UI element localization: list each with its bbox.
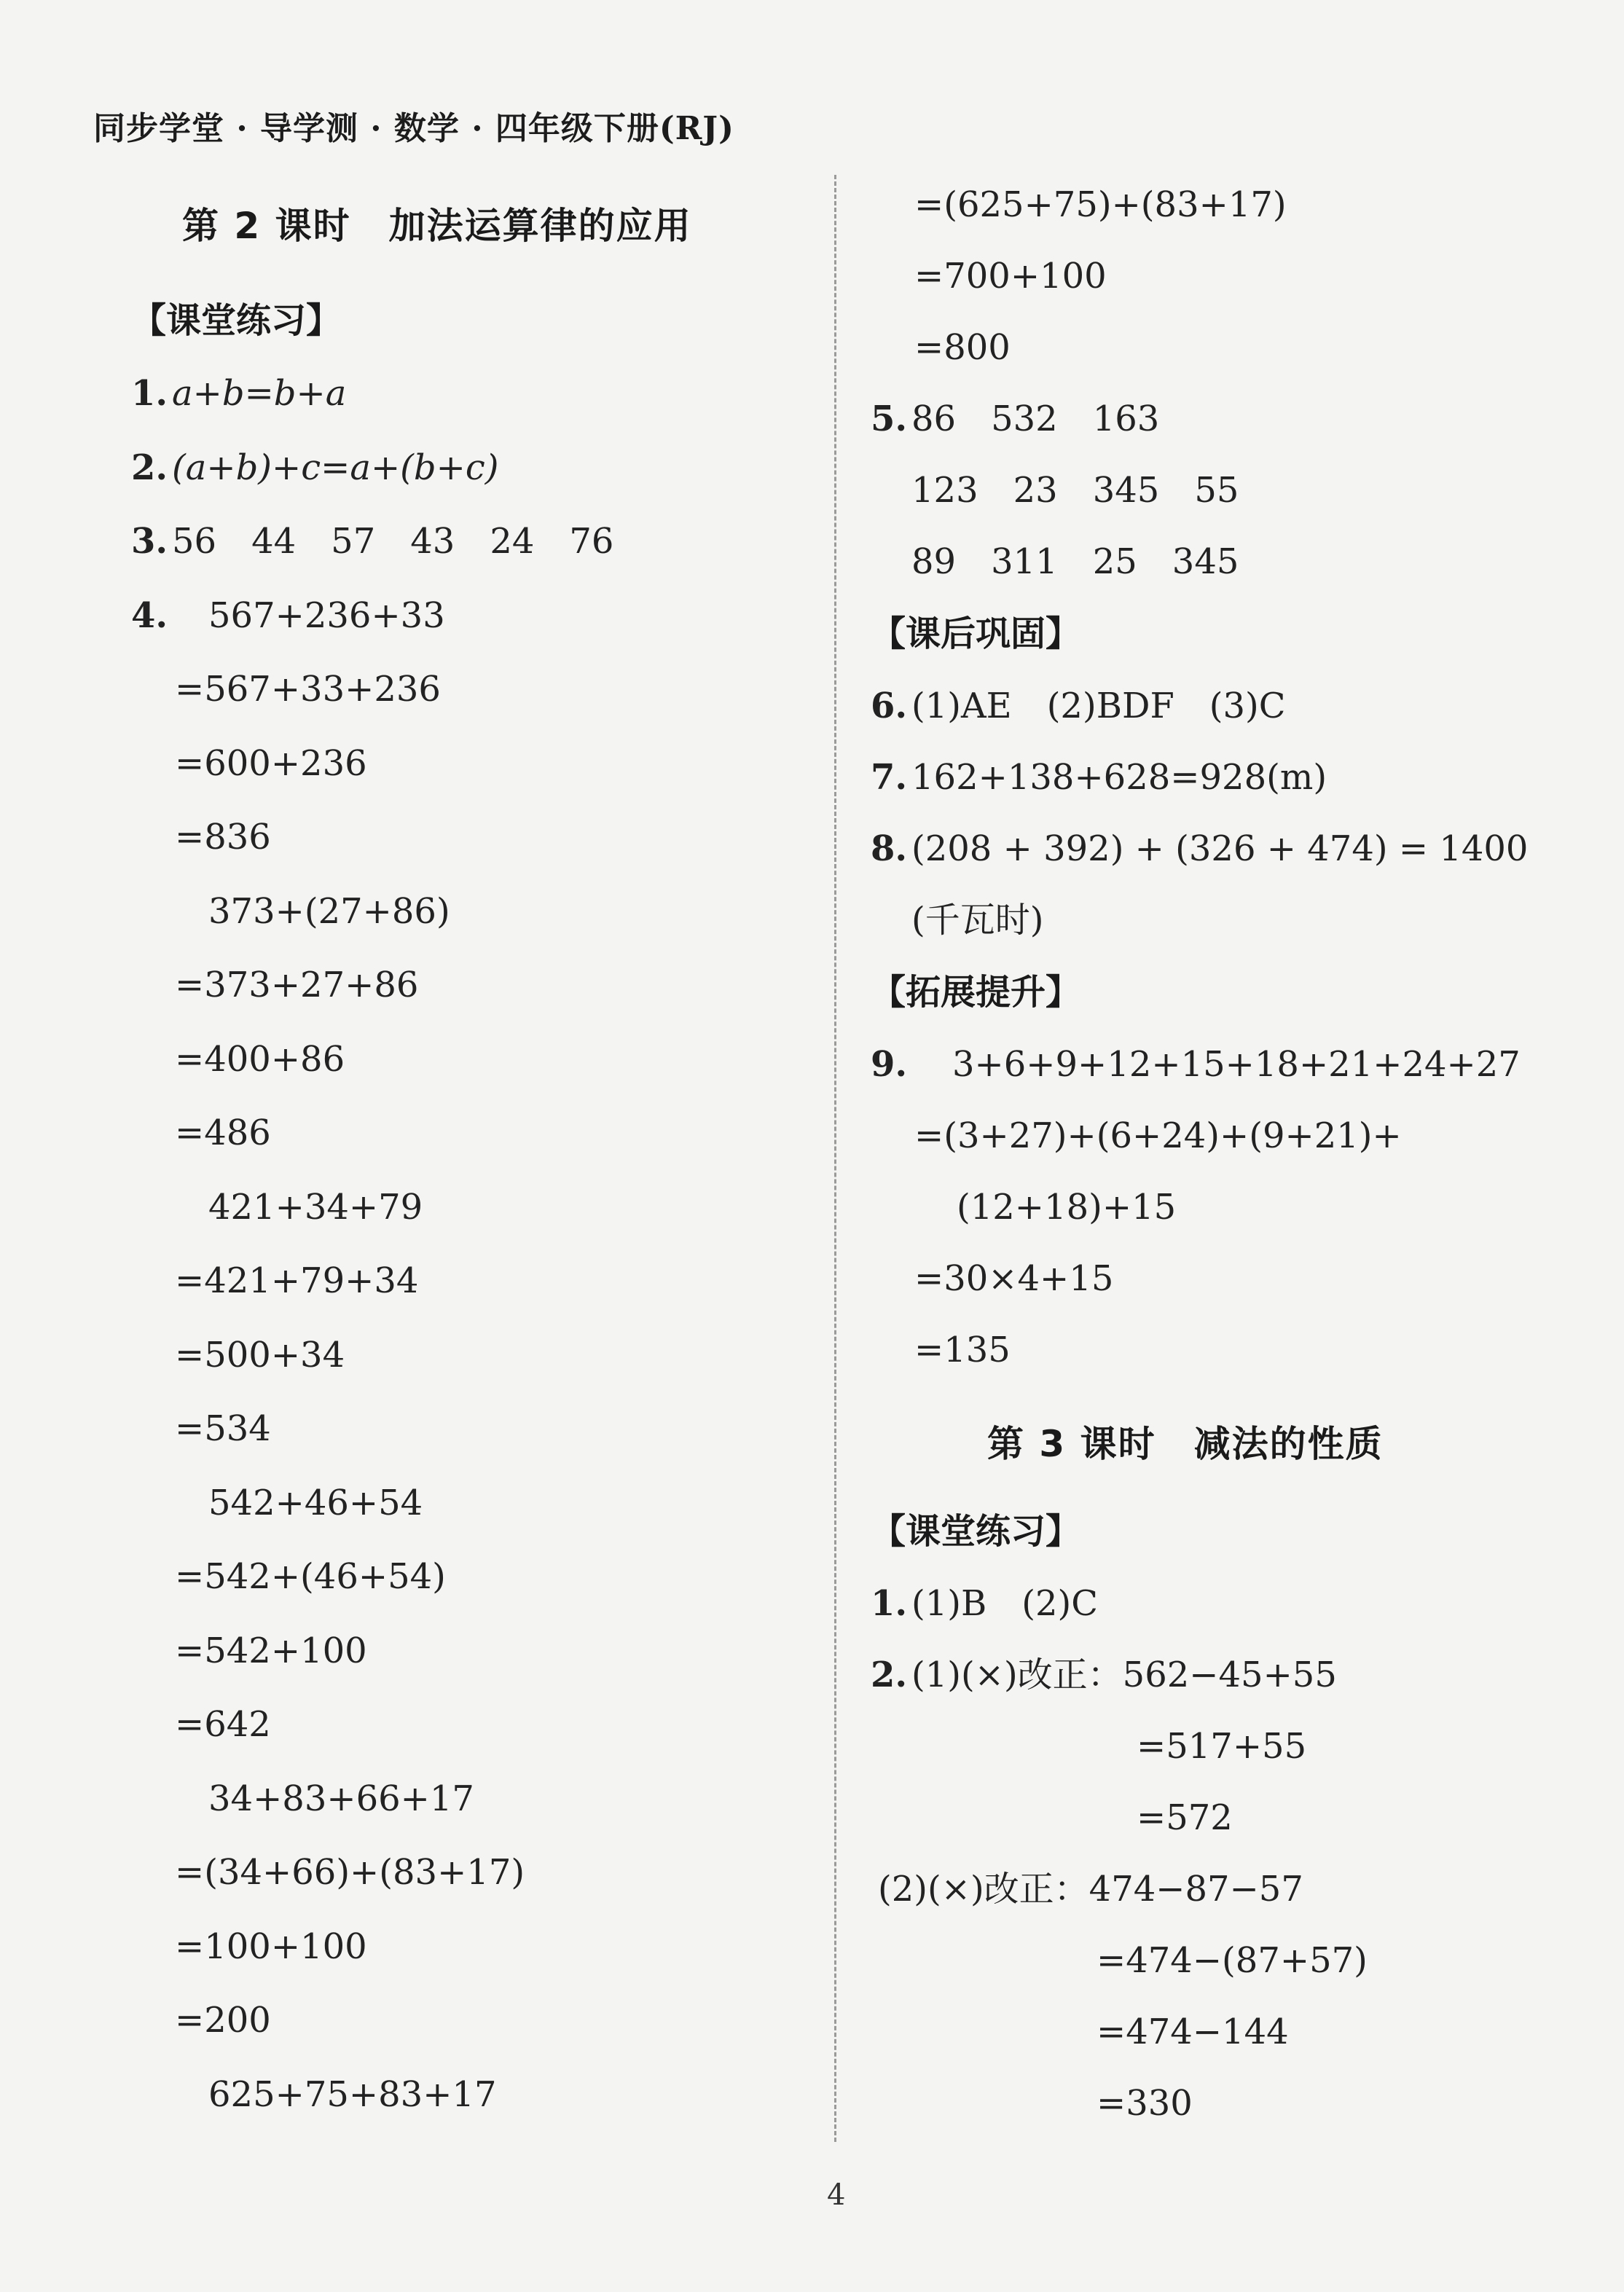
left-column: [131, 197, 801, 2132]
answer-2: [131, 431, 801, 506]
answer-text: (1)AE (2)BDF (3)C: [911, 686, 1286, 726]
answer-3: [131, 505, 801, 579]
column-divider: [834, 175, 836, 2142]
answer-text: 123 23 345 55: [911, 470, 1239, 511]
calc-line: 3+6+9+12+15+18+21+24+27: [952, 1044, 1521, 1085]
answer-text: (208 + 392) + (326 + 474) = 1400: [911, 828, 1529, 869]
question-number: 5.: [871, 399, 908, 439]
calc-line: =542+100: [175, 1630, 367, 1671]
answer-text: 89 311 25 345: [911, 541, 1239, 582]
calc-line: =534: [175, 1408, 271, 1449]
calc-line: =373+27+86: [175, 965, 419, 1005]
section-classroom-practice: 【课堂练习】: [131, 300, 342, 341]
answer-text: (a+b)+c=a+(b+c): [172, 447, 499, 488]
answer-text: 162+138+628=928(m): [911, 757, 1327, 798]
section-after-class: 【课后巩固】: [871, 613, 1081, 654]
answer-6: [871, 670, 1570, 742]
calc-line: =30×4+15: [914, 1258, 1114, 1299]
calc-line: =100+100: [175, 1926, 367, 1967]
calc-line: =400+86: [175, 1038, 345, 1080]
l3-answer-2: [871, 1639, 1570, 1711]
calc-line: =(3+27)+(6+24)+(9+21)+: [914, 1115, 1402, 1156]
answer-unit: (千瓦时): [911, 900, 1044, 941]
calc-line: =567+33+236: [175, 669, 441, 710]
calc-line: =330: [1097, 2083, 1193, 2124]
answer-5: [871, 383, 1570, 455]
lesson-2-title: 第 2 课时 加法运算律的应用: [182, 205, 692, 247]
calc-line: 567+236+33: [208, 594, 445, 636]
calc-line: =500+34: [175, 1334, 345, 1375]
calc-line: 625+75+83+17: [208, 2073, 497, 2115]
calc-line: =600+236: [175, 742, 367, 784]
calc-line: =(625+75)+(83+17): [914, 184, 1287, 225]
answer-8: [871, 813, 1570, 884]
calc-line: =800: [914, 327, 1011, 368]
answer-7: [871, 742, 1570, 813]
calc-line: =542+(46+54): [175, 1556, 446, 1597]
calc-line: 421+34+79: [208, 1186, 423, 1228]
answer-text: 86 532 163: [911, 399, 1160, 439]
question-number: 1.: [131, 373, 168, 414]
question-number: 4.: [131, 594, 168, 636]
answer-9: [871, 1029, 1570, 1100]
calc-line: =421+79+34: [175, 1260, 419, 1301]
lesson-3-title: 第 3 课时 减法的性质: [987, 1423, 1384, 1465]
calc-line: =(34+66)+(83+17): [175, 1852, 525, 1893]
answer-1: [131, 357, 801, 431]
calc-line: =486: [175, 1112, 271, 1153]
question-number: 1.: [871, 1583, 908, 1624]
answer-text: a+b=b+a: [172, 373, 347, 414]
calc-line: =642: [175, 1704, 271, 1745]
calc-line: =700+100: [914, 256, 1107, 297]
question-number: 6.: [871, 686, 908, 726]
calc-line: 373+(27+86): [208, 890, 450, 932]
answer-text: 56 44 57 43 24 76: [172, 521, 614, 562]
page-number: 4: [827, 2178, 846, 2212]
section-extension: 【拓展提升】: [871, 972, 1081, 1013]
page-header: 同步学堂 · 导学测 · 数学 · 四年级下册(RJ): [93, 110, 734, 147]
right-column: [871, 169, 1570, 2139]
question-number: 8.: [871, 828, 908, 869]
question-number: 3.: [131, 521, 168, 562]
answer-text: (1)B (2)C: [911, 1583, 1098, 1624]
answer-text: (2)(×)改正：474−87−57: [878, 1869, 1303, 1910]
answer-4-line: [131, 579, 801, 654]
calc-line: =200: [175, 2000, 271, 2041]
question-number: 9.: [871, 1044, 908, 1085]
calc-line: =836: [175, 817, 271, 857]
calc-line: =135: [914, 1330, 1011, 1370]
section-classroom-practice-2: 【课堂练习】: [871, 1511, 1081, 1552]
l3-answer-1: [871, 1568, 1570, 1639]
question-number: 2.: [871, 1655, 908, 1695]
question-number: 7.: [871, 757, 908, 798]
calc-line: =474−144: [1097, 2012, 1289, 2052]
calc-line: 542+46+54: [208, 1482, 423, 1523]
calc-line: =572: [1137, 1797, 1233, 1838]
question-number: 2.: [131, 447, 168, 488]
calc-line: 34+83+66+17: [208, 1778, 474, 1819]
calc-line: =474−(87+57): [1097, 1940, 1368, 1981]
answer-text: (1)(×)改正：562−45+55: [911, 1655, 1337, 1695]
calc-line: (12+18)+15: [957, 1187, 1177, 1228]
calc-line: =517+55: [1137, 1726, 1307, 1767]
